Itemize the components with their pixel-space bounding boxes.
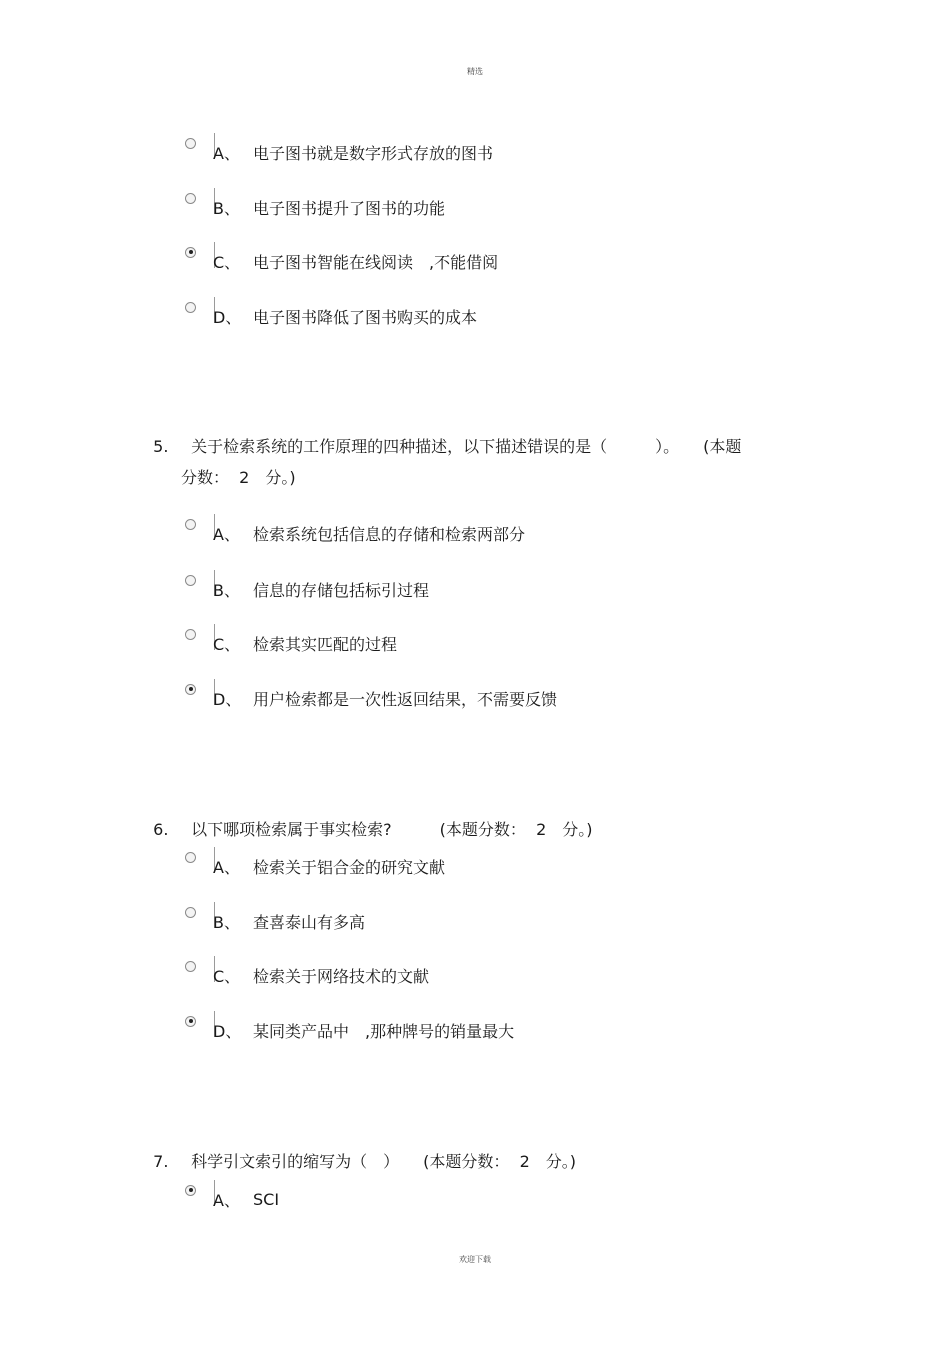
- option-6b[interactable]: [185, 903, 365, 933]
- option-text: 检索关于网络技术的文献: [253, 966, 430, 986]
- option-5d[interactable]: [185, 680, 557, 710]
- question-5: [143, 415, 741, 457]
- option-text: 检索关于铝合金的研究文献: [253, 857, 446, 877]
- page-footer: 欢迎下载: [459, 1255, 491, 1264]
- option-text: 电子图书降低了图书购买的成本: [253, 307, 478, 327]
- option-7a[interactable]: [185, 1181, 279, 1211]
- question-text: 以下哪项检索属于事实检索? (本题分数： 2 分。): [191, 820, 593, 839]
- option-letter: A、: [213, 143, 240, 163]
- radio-button[interactable]: [185, 302, 196, 313]
- option-6d[interactable]: [185, 1012, 514, 1042]
- option-5c[interactable]: [185, 625, 397, 655]
- page-header: 精选: [467, 67, 483, 76]
- option-letter: D、: [213, 307, 242, 327]
- option-5a[interactable]: [185, 515, 525, 545]
- radio-button[interactable]: [185, 684, 196, 695]
- radio-button[interactable]: [185, 138, 196, 149]
- question-7: [143, 1130, 576, 1172]
- option-letter: D、: [213, 689, 242, 709]
- option-letter: A、: [213, 524, 240, 544]
- question-number: 6.: [153, 820, 169, 839]
- radio-button[interactable]: [185, 907, 196, 918]
- option-letter: B、: [213, 580, 240, 600]
- radio-button[interactable]: [185, 1185, 196, 1196]
- option-text: 信息的存储包括标引过程: [253, 580, 430, 600]
- option-text: 查喜泰山有多高: [253, 912, 366, 932]
- option-4c[interactable]: [185, 243, 498, 273]
- radio-button[interactable]: [185, 961, 196, 972]
- option-letter: D、: [213, 1021, 242, 1041]
- question-5-continuation: 分数： 2 分。): [181, 468, 296, 487]
- option-letter: B、: [213, 912, 240, 932]
- option-text: 检索其实匹配的过程: [253, 634, 398, 654]
- radio-button[interactable]: [185, 519, 196, 530]
- option-letter: C、: [213, 966, 241, 986]
- option-letter: A、: [213, 857, 240, 877]
- option-4a[interactable]: [185, 134, 493, 164]
- option-text: 电子图书智能在线阅读 ,不能借阅: [253, 252, 499, 272]
- radio-button[interactable]: [185, 247, 196, 258]
- option-5b[interactable]: [185, 571, 429, 601]
- option-text: 某同类产品中 ,那种牌号的销量最大: [253, 1021, 515, 1041]
- radio-button[interactable]: [185, 629, 196, 640]
- question-number: 5.: [153, 437, 169, 456]
- option-text: 电子图书提升了图书的功能: [253, 198, 446, 218]
- radio-button[interactable]: [185, 1016, 196, 1027]
- option-letter: C、: [213, 252, 241, 272]
- option-letter: C、: [213, 634, 241, 654]
- radio-button[interactable]: [185, 193, 196, 204]
- option-text: 用户检索都是一次性返回结果，不需要反馈: [253, 689, 558, 709]
- question-text: 科学引文索引的缩写为（ ） (本题分数： 2 分。): [191, 1152, 577, 1171]
- radio-button[interactable]: [185, 852, 196, 863]
- question-number: 7.: [153, 1152, 169, 1171]
- radio-button[interactable]: [185, 575, 196, 586]
- option-text: SCI: [253, 1189, 280, 1209]
- option-letter: B、: [213, 198, 240, 218]
- option-6a[interactable]: [185, 848, 445, 878]
- option-text: 检索系统包括信息的存储和检索两部分: [253, 524, 526, 544]
- option-6c[interactable]: [185, 957, 429, 987]
- question-6: [143, 798, 593, 840]
- option-4b[interactable]: [185, 189, 445, 219]
- option-4d[interactable]: [185, 298, 477, 328]
- question-text: 关于检索系统的工作原理的四种描述，以下描述错误的是（ ）。 (本题: [191, 437, 742, 456]
- option-text: 电子图书就是数字形式存放的图书: [253, 143, 494, 163]
- option-letter: A、: [213, 1190, 240, 1210]
